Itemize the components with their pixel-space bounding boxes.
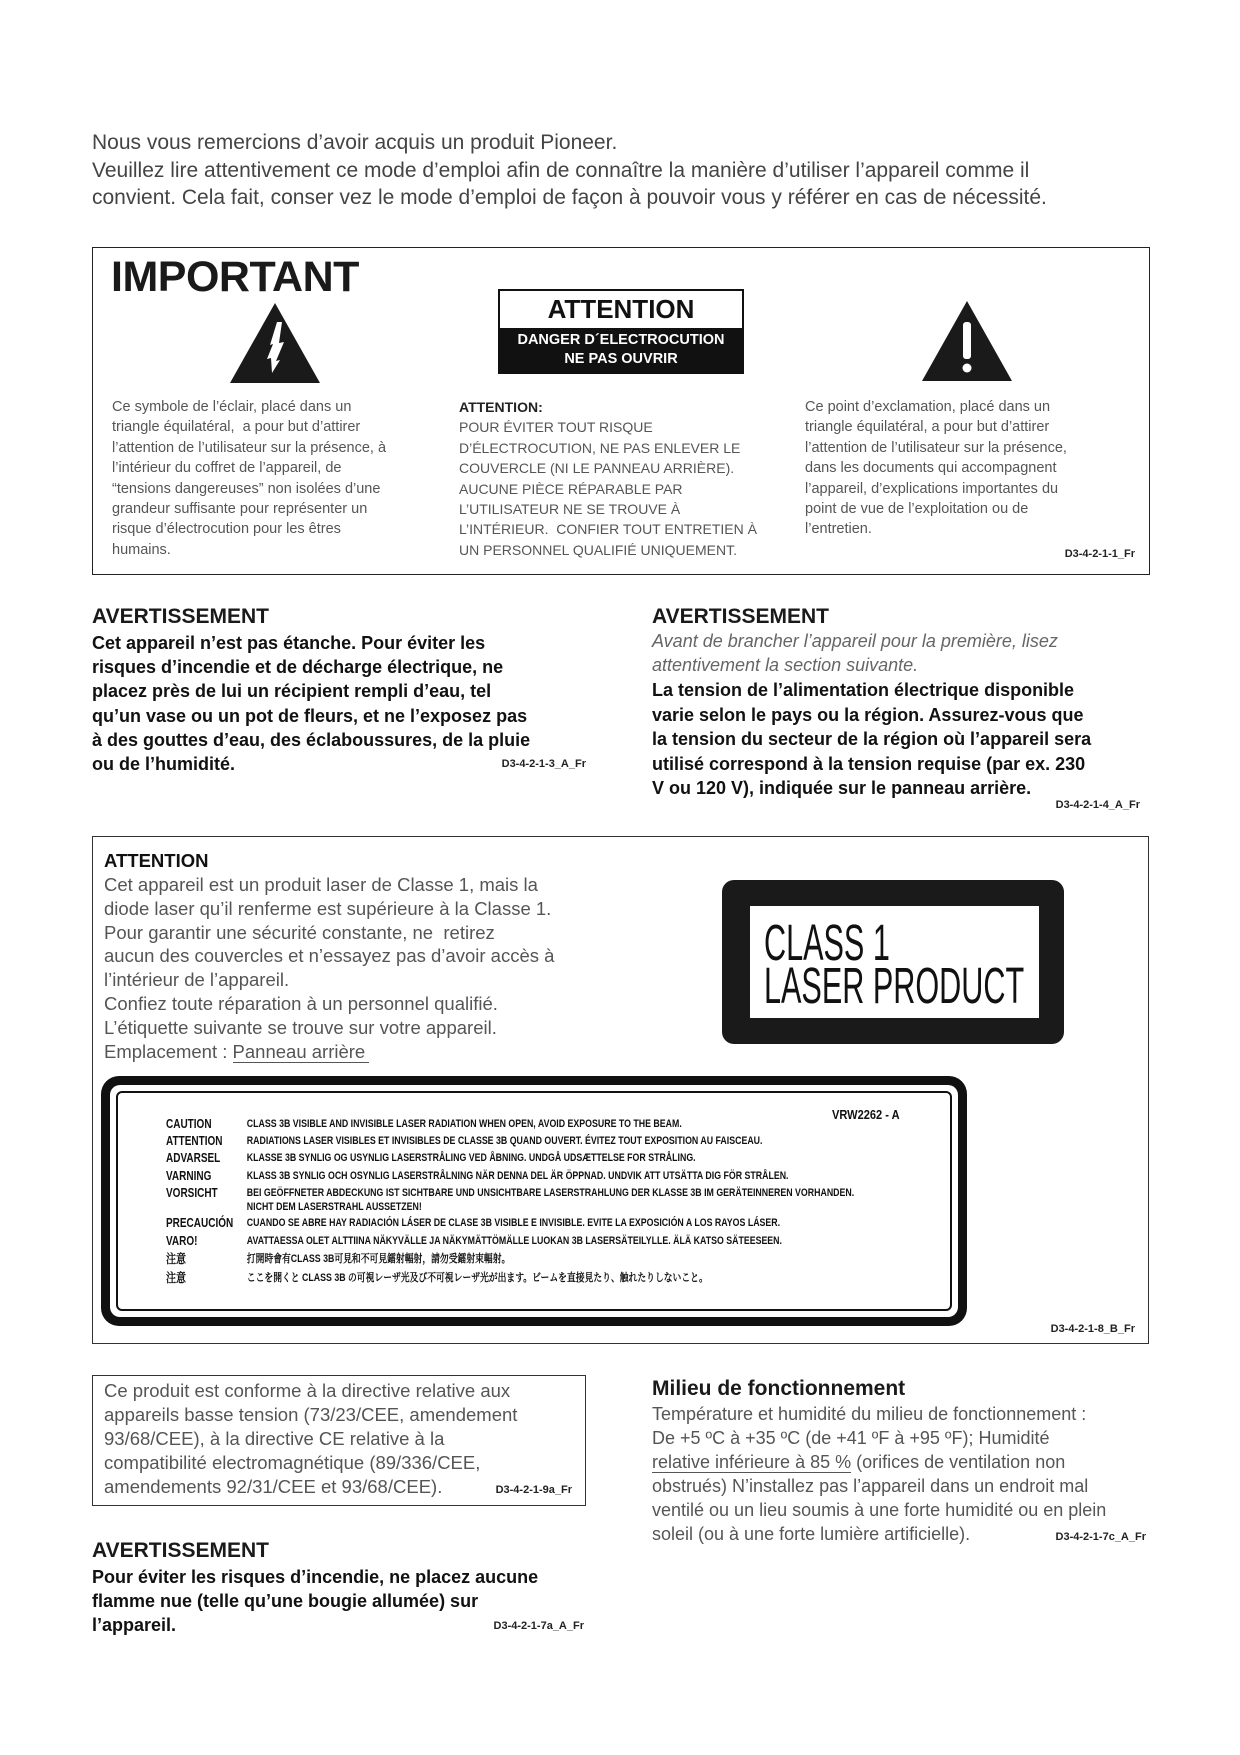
caution-row-label: VORSICHT — [166, 1186, 218, 1200]
text-line: point de vue de l’exploitation ou de — [805, 501, 1029, 518]
text-line: compatibilité electromagnétique (89/336/CEE, — [104, 1452, 481, 1473]
caution-row-label: VARO! — [166, 1234, 198, 1248]
reference-code: D3-4-2-1-8_B_Fr — [1050, 1323, 1135, 1335]
text-line: appareils basse tension (73/23/CEE, amendement — [104, 1404, 518, 1425]
text-line: ou de l’humidité. — [92, 754, 235, 775]
text-line: POUR ÉVITER TOUT RISQUE — [459, 419, 653, 436]
environment-text — [652, 1403, 1106, 1546]
text-line: De +5 ºC à +35 ºC (de +41 ºF à +95 ºF); Humidité — [652, 1427, 1050, 1448]
caution-row-text: CUANDO SE ABRE HAY RADIACIÓN LÁSER DE CLASE 3B VISIBLE E INVISIBLE. EVITE LA EXPOSICIÓN A LOS RAYOS LÁSER. — [246, 1217, 781, 1229]
text-line: V ou 120 V), indiquée sur le panneau arrière. — [652, 778, 1032, 798]
caution-row-label: 注意 — [166, 1271, 187, 1285]
text-line: Cet appareil n’est pas étanche. Pour éviter les — [92, 633, 486, 653]
text-line: AUCUNE PIÈCE RÉPARABLE PAR — [459, 480, 683, 497]
attention-label — [498, 289, 744, 374]
text-line: Ce symbole de l’éclair, placé dans un — [112, 399, 352, 415]
text-line: l’appareil, d’explications importantes du — [805, 480, 1059, 497]
text-line: l’entretien. — [805, 521, 872, 538]
reference-code: D3-4-2-1-4_A_Fr — [1055, 799, 1140, 811]
text-segment: (orifices de ventilation non — [851, 1451, 1066, 1472]
text-line: la tension du secteur de la région où l’appareil sera — [652, 729, 1092, 749]
caution-row-text: KLASS 3B SYNLIG OCH OSYNLIG LASERSTRÅLNING NÄR DENNA DEL ÄR ÖPPNAD. UNDVIK ATT UTSÄTTA DIG FÖR STRÅLEN. — [246, 1170, 789, 1182]
text-line: risques d’incendie et de décharge électrique, ne — [92, 657, 504, 678]
reference-code: D3-4-2-1-7a_A_Fr — [493, 1620, 584, 1632]
caution-row-text: 打開時會有CLASS 3B可見和不可見鐳射輻射，請勿受鐳射束輻射。 — [246, 1253, 511, 1265]
conformity-text — [104, 1379, 517, 1499]
text-line: qu’un vase ou un pot de fleurs, et ne l’exposez pas — [92, 705, 528, 726]
location-line — [104, 1040, 554, 1064]
warning-voltage-text — [652, 678, 1091, 801]
text-line: l’intérieur du coffret de l’appareil, de — [112, 460, 342, 477]
exclamation-triangle-icon — [922, 301, 1012, 381]
lightning-triangle-icon — [230, 303, 320, 383]
exclamation-symbol-text — [805, 397, 1067, 540]
humidity-limit: relative inférieure à 85 % — [652, 1451, 852, 1472]
warning-voltage-intro — [652, 630, 1058, 677]
attention-heading: ATTENTION: — [459, 399, 543, 415]
text-line: dans les documents qui accompagnent — [805, 460, 1057, 477]
text-line: à des gouttes d’eau, des éclaboussures, de la pluie — [92, 729, 531, 750]
reference-code: D3-4-2-1-7c_A_Fr — [1055, 1531, 1146, 1543]
environment-heading: Milieu de fonctionnement — [652, 1377, 906, 1400]
location-label: Emplacement : — [104, 1040, 233, 1062]
class-label-line: LASER PRODUCT — [764, 957, 1025, 1014]
text-line: triangle équilatéral, a pour but d’attirer — [112, 419, 361, 436]
caution-row-label: PRECAUCIÓN — [166, 1216, 234, 1230]
caution-row-text: BEI GEÖFFNETER ABDECKUNG IST SICHTBARE UND UNSICHTBARE LASERSTRAHLUNG DER KLASSE 3B IM GERÄTEINNEREN VORHANDEN. — [246, 1187, 855, 1199]
text-line: D’ÉLECTROCUTION, NE PAS ENLEVER LE — [459, 439, 741, 456]
text-line: obstrués) N’installez pas l’appareil dans un endroit mal — [652, 1475, 1089, 1496]
text-line: risque d’électrocution pour les êtres — [112, 521, 341, 538]
caution-row-label: 注意 — [166, 1252, 187, 1266]
text-line: Avant de brancher l’appareil pour la première, lisez — [652, 631, 1058, 651]
text-line — [652, 1451, 1106, 1475]
text-line: grandeur suffisante pour représenter un — [112, 501, 368, 518]
caution-row-text: ここを開くと CLASS 3B の可視レーザ光及び不可視レーザ光が出ます。ビームを直接見たり、触れたりしないこと。 — [246, 1272, 708, 1284]
caution-row-label: VARNING — [166, 1169, 212, 1183]
caution-row-text: CLASS 3B VISIBLE AND INVISIBLE LASER RADIATION WHEN OPEN, AVOID EXPOSURE TO THE BEAM. — [246, 1118, 682, 1130]
caution-label-rows — [166, 1076, 886, 1326]
text-line: La tension de l’alimentation électrique disponible — [652, 680, 1075, 700]
text-line: soleil (ou à une forte lumière artificielle). — [652, 1523, 971, 1544]
text-line: “tensions dangereuses” non isolées d’une — [112, 480, 381, 497]
text-line: Ce point d’exclamation, placé dans un — [805, 399, 1051, 415]
text-line: Pour garantir une sécurité constante, ne retirez — [104, 921, 495, 943]
text-line: L’INTÉRIEUR. CONFIER TOUT ENTRETIEN À — [459, 521, 757, 538]
text-line: COUVERCLE (NI LE PANNEAU ARRIÈRE). — [459, 460, 735, 477]
warning-flame-text — [92, 1565, 538, 1637]
text-line: Température et humidité du milieu de fonctionnement : — [652, 1404, 1087, 1424]
text-line: ventilé ou un lieu soumis à une forte humidité ou en plein — [652, 1499, 1107, 1520]
caution-label-model: VRW2262 - A — [832, 1107, 900, 1122]
class-label-line: CLASS 1 — [764, 914, 890, 971]
caution-row-label: ATTENTION — [166, 1134, 223, 1148]
text-line: Pour éviter les risques d’incendie, ne placez aucune — [92, 1567, 539, 1587]
caution-row-label: ADVARSEL — [166, 1151, 221, 1165]
text-line: amendements 92/31/CEE et 93/68/CEE). — [104, 1476, 443, 1497]
text-line: UN PERSONNEL QUALIFIÉ UNIQUEMENT. — [459, 541, 737, 558]
reference-code: D3-4-2-1-9a_Fr — [495, 1484, 572, 1496]
text-line: placez près de lui un récipient rempli d’eau, tel — [92, 681, 492, 702]
attention-label-line: DANGER D´ELECTROCUTION — [517, 332, 725, 348]
text-line: triangle équilatéral, a pour but d’attirer — [805, 419, 1050, 436]
reference-code: D3-4-2-1-3_A_Fr — [501, 758, 586, 770]
attention-text — [459, 397, 757, 560]
text-line: diode laser qu’il renferme est supérieure à la Classe 1. — [104, 897, 552, 919]
text-line: flamme nue (telle qu’une bougie allumée) sur — [92, 1591, 479, 1611]
caution-row-text: AVATTAESSA OLET ALTTIINA NÄKYVÄLLE JA NÄKYMÄTTÖMÄLLE LUOKAN 3B LASERSÄTEILYLLE. ÄLÄ KATSO SÄTEESEEN. — [246, 1235, 782, 1247]
attention-label-title: ATTENTION — [547, 294, 695, 324]
warning-heading: AVERTISSEMENT — [92, 1539, 269, 1562]
intro-paragraph — [92, 129, 1047, 212]
text-line: L’UTILISATEUR NE SE TROUVE À — [459, 501, 681, 518]
caution-row-text: NICHT DEM LASERSTRAHL AUSSETZEN! — [246, 1201, 422, 1213]
text-line: l’attention de l’utilisateur sur la présence, à — [112, 439, 387, 456]
attention-label-line: NE PAS OUVRIR — [564, 351, 678, 367]
text-line: humains. — [112, 541, 171, 558]
text-line: Ce produit est conforme à la directive relative aux — [104, 1380, 511, 1401]
class-1-label-inner — [750, 906, 1039, 1018]
warning-heading: AVERTISSEMENT — [92, 605, 269, 628]
warning-water-text — [92, 631, 530, 776]
intro-line: convient. Cela fait, conser vez le mode d’emploi de façon à pouvoir vous y référer en cas de nécessité. — [92, 186, 1047, 209]
warning-heading: AVERTISSEMENT — [652, 605, 829, 628]
text-line: Confiez toute réparation à un personnel qualifié. — [104, 992, 498, 1014]
caution-row-label: CAUTION — [166, 1117, 212, 1131]
text-line: utilisé correspond à la tension requise (par ex. 230 — [652, 753, 1086, 774]
text-line: l’intérieur de l’appareil. — [104, 969, 290, 991]
text-line: Cet appareil est un produit laser de Classe 1, mais la — [104, 874, 538, 895]
text-line: l’attention de l’utilisateur sur la présence, — [805, 439, 1067, 456]
text-line: 93/68/CEE), à la directive CE relative à la — [104, 1428, 445, 1449]
caution-row-text: KLASSE 3B SYNLIG OG USYNLIG LASERSTRÅLING VED ÅBNING. UNDGÅ UDSÆTTELSE FOR STRÅLING. — [246, 1152, 696, 1164]
location-value: Panneau arrière — [233, 1041, 370, 1063]
text-line: attentivement la section suivante. — [652, 654, 919, 675]
text-line: L’étiquette suivante se trouve sur votre appareil. — [104, 1016, 497, 1038]
intro-line: Nous vous remercions d’avoir acquis un produit Pioneer. — [92, 131, 618, 154]
caution-row-text: RADIATIONS LASER VISIBLES ET INVISIBLES DE CLASSE 3B QUAND OUVERT. ÉVITEZ TOUT EXPOSITION AU FAISCEAU. — [246, 1135, 763, 1147]
important-title: IMPORTANT — [111, 253, 359, 301]
reference-code: D3-4-2-1-1_Fr — [1064, 548, 1135, 560]
laser-heading: ATTENTION — [104, 850, 209, 871]
caution-laser-label — [101, 1076, 967, 1326]
text-line: varie selon le pays ou la région. Assurez-vous que — [652, 704, 1084, 725]
text-line: aucun des couvercles et n’essayez pas d’avoir accès à — [104, 945, 555, 967]
attention-label-warning — [500, 328, 742, 372]
laser-text — [104, 873, 554, 1063]
intro-line: Veuillez lire attentivement ce mode d’emploi afin de connaître la manière d’utiliser l’appareil comme il — [92, 158, 1030, 182]
text-line: l’appareil. — [92, 1615, 177, 1635]
lightning-symbol-text — [112, 397, 386, 560]
